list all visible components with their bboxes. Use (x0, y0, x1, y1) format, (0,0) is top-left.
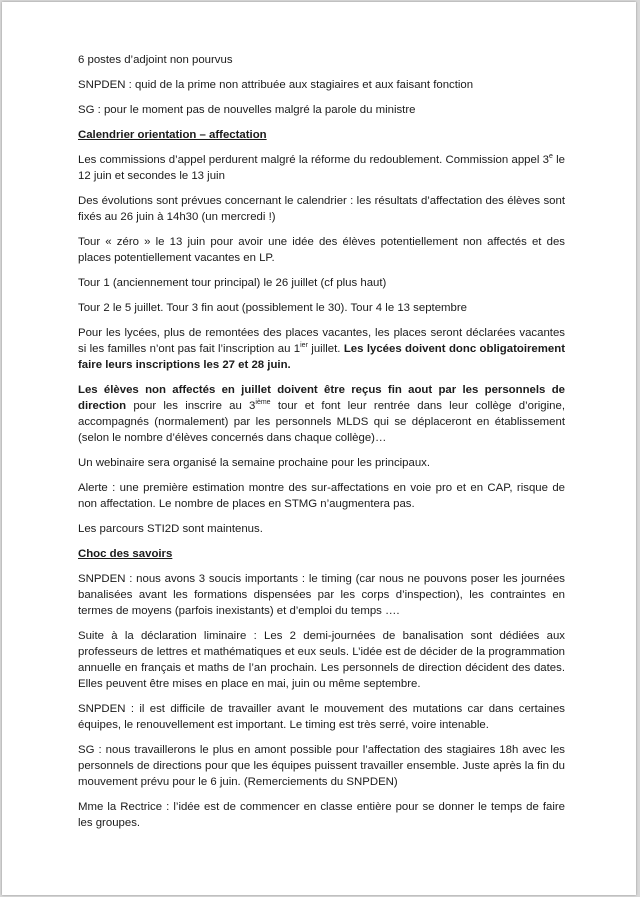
section-heading-text: Choc des savoirs (78, 548, 173, 560)
paragraph: Des évolutions sont prévues concernant le calendrier : les résultats d’affectation des élèves sont fixés au 26 juin à 14h30 (un mercredi !) (78, 195, 565, 223)
paragraph: SNPDEN : nous avons 3 soucis importants : le timing (car nous ne pouvons poser les journées banalisées avant les formations dispensées par les corps d’inspection), les contraintes en termes de moyens (parfois inexistants) et d’emploi du temps …. (78, 573, 565, 617)
paragraph (78, 152, 565, 184)
bold-text: Les lycées doivent donc obligatoirement faire leurs inscriptions les 27 et 28 juin. (78, 343, 565, 371)
text-run: Les commissions d’appel perdurent malgré la réforme du redoublement. Commission appel 3 (78, 154, 549, 166)
paragraph: Mme la Rectrice : l’idée est de commencer en classe entière pour se donner le temps de faire les groupes. (78, 801, 565, 829)
paragraph (78, 382, 565, 446)
paragraph: SNPDEN : il est difficile de travailler avant le mouvement des mutations car dans certaines équipes, le renouvellement est important. Le timing est très serré, voire intenable. (78, 703, 565, 731)
text-run: pour les inscrire au 3 (126, 400, 256, 412)
paragraph: Un webinaire sera organisé la semaine prochaine pour les principaux. (78, 457, 431, 469)
paragraph: Suite à la déclaration liminaire : Les 2 demi-journées de banalisation sont dédiées aux professeurs de lettres et mathématiques et eux seuls. L’idée est de décider de la programmation annuelle en français et maths de l’an prochain. Les personnels de direction décident des dates. Elles peuvent être mises en place en mai, juin ou même septembre. (78, 630, 565, 690)
section-heading (78, 127, 565, 143)
superscript: ier (300, 342, 308, 350)
text-run: juillet. (307, 343, 344, 355)
paragraph: SG : nous travaillerons le plus en amont possible pour l’affectation des stagiaires 18h avec les personnels de directions pour que les équipes puissent travailler ensemble. Juste après la fin du mouvement prévu pour le 6 juin. (Remerciements du SNPDEN) (78, 744, 565, 788)
paragraph: SNPDEN : quid de la prime non attribuée aux stagiaires et aux faisant fonction (78, 79, 474, 91)
bold-text: Les élèves non affectés en juillet doivent être reçus fin aout par les personnels de direction (78, 384, 565, 412)
paragraph: 6 postes d’adjoint non pourvus (78, 54, 233, 66)
text-run: tour et font leur rentrée dans leur collège d’origine, accompagnés (normalement) par les personnels MLDS qui se déplaceront en établissement (selon le nombre d’élèves concernés dans chaque collège)… (78, 400, 565, 444)
paragraph: Tour 1 (anciennement tour principal) le 26 juillet (cf plus haut) (78, 277, 387, 289)
section-heading (78, 546, 565, 562)
text-run: le 12 juin et secondes le 13 juin (78, 154, 566, 182)
paragraph: Alerte : une première estimation montre des sur-affectations en voie pro et en CAP, risque de non affectation. Le nombre de places en STMG n’augmentera pas. (78, 482, 565, 510)
section-heading-text: Calendrier orientation – affectation (78, 129, 267, 141)
document-page (2, 2, 636, 895)
superscript: ième (255, 399, 271, 407)
paragraph: Les parcours STI2D sont maintenus. (78, 523, 263, 535)
paragraph: Tour « zéro » le 13 juin pour avoir une idée des élèves potentiellement non affectés et des places potentiellement vacantes en LP. (78, 236, 565, 264)
paragraph: SG : pour le moment pas de nouvelles malgré la parole du ministre (78, 104, 416, 116)
document-body (78, 52, 565, 840)
superscript: e (548, 153, 553, 161)
paragraph: Tour 2 le 5 juillet. Tour 3 fin aout (possiblement le 30). Tour 4 le 13 septembre (78, 302, 467, 314)
paragraph (78, 325, 565, 373)
text-run: Pour les lycées, plus de remontées des places vacantes, les places seront déclarées vacantes si les familles n’ont pas fait l’inscription au 1 (78, 327, 565, 355)
